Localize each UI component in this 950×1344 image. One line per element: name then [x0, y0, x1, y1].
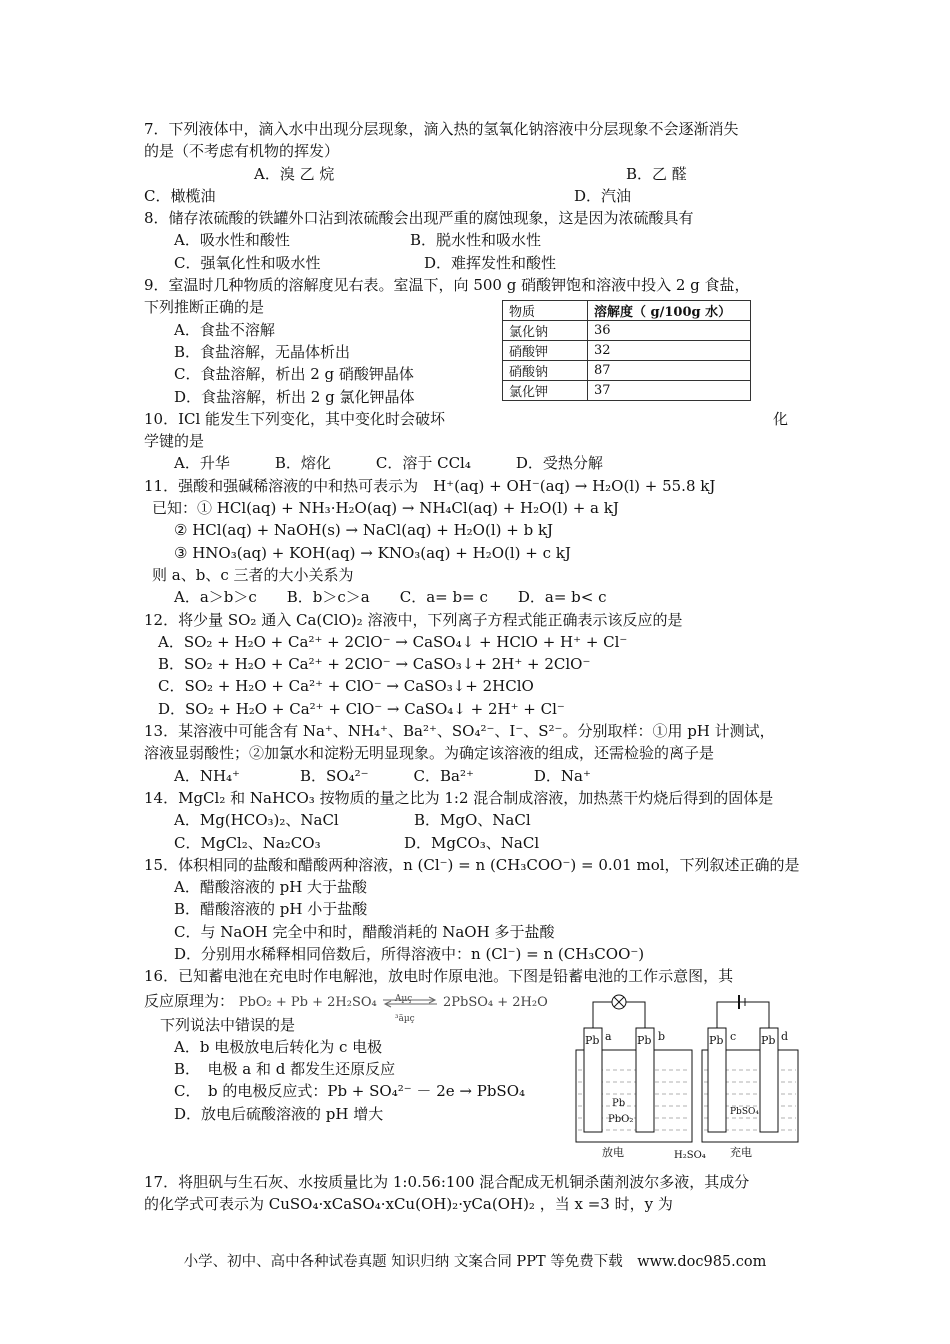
q16-ask: 下列说法中错误的是 — [160, 1015, 296, 1034]
q10-stem-1 — [144, 408, 814, 430]
page-footer: 小学、初中、高中各种试卷真题 知识归纳 文案合同 PPT 等免费下载 www.doc985.com — [183, 1254, 767, 1270]
q16-stem-2-label: 反应原理为： — [144, 991, 235, 1010]
q7-options-cd — [144, 185, 814, 207]
table-cell: 32 — [588, 341, 751, 361]
label-c: c — [730, 1030, 737, 1043]
q9-option-a: A．食盐不溶解 — [174, 320, 275, 339]
inner-pbo2-label: PbO₂ — [608, 1114, 634, 1125]
q16-option-a: A．b 电极放电后转化为 c 电极 — [174, 1037, 383, 1056]
label-d: d — [781, 1030, 789, 1043]
table-cell: 硝酸钠 — [503, 361, 588, 381]
q12-option-c: C．SO₂ + H₂O + Ca²⁺ + ClO⁻ → CaSO₃↓+ 2HClO — [158, 677, 534, 696]
q14-option-a: A．Mg(HCO₃)₂、NaCl — [174, 811, 339, 830]
q16-stem-1: 16．已知蓄电池在充电时作电解池，放电时作原电池。下图是铅蓄电池的工作示意图，其 — [144, 967, 734, 986]
q8-options-cd — [144, 252, 814, 274]
q9-stem-2: 下列推断正确的是 — [144, 298, 265, 317]
h2so4-label: H₂SO₄ — [674, 1150, 706, 1161]
q13-stem-2: 溶液显弱酸性；②加氯水和淀粉无明显现象。为确定该溶液的组成，还需检验的离子是 — [144, 744, 715, 763]
q8-options-ab — [144, 229, 814, 251]
q7-option-b: B．乙 醛 — [626, 164, 687, 183]
q7-options-ab — [144, 163, 814, 185]
charge-label: 充电 — [730, 1146, 752, 1159]
q7-option-a: A．溴 乙 烷 — [254, 164, 335, 183]
table-cell: 硝酸钾 — [503, 341, 588, 361]
q14-option-b: B．MgO、NaCl — [414, 811, 531, 830]
q12-option-a: A．SO₂ + H₂O + Ca²⁺ + 2ClO⁻ → CaSO₄↓ + HClO + H⁺ + Cl⁻ — [158, 632, 628, 651]
q16-equation — [238, 994, 548, 1025]
q9-stem-1: 9．室温时几种物质的溶解度见右表。室温下，向 500 g 硝酸钾饱和溶液中投入 2 g 食盐， — [144, 276, 750, 295]
q7-option-c: C．橄榄油 — [144, 186, 216, 205]
q10-options: A．升华 B．熔化 C．溶于 CCl₄ D．受热分解 — [174, 454, 603, 473]
q12-option-d: D．SO₂ + H₂O + Ca²⁺ + ClO⁻ → CaSO₄↓ + 2H⁺ + Cl⁻ — [158, 699, 565, 718]
q17-stem-2: 的化学式可表示为 CuSO₄·xCaSO₄·xCu(OH)₂·yCa(OH)₂ ，当 x =3 时，y 为 — [144, 1195, 673, 1214]
q16-option-b: B． 电极 a 和 d 都发生还原反应 — [174, 1060, 396, 1079]
q10-stem-2: 学键的是 — [144, 432, 205, 451]
q15-stem: 15．体积相同的盐酸和醋酸两种溶液，n (Cl⁻) = n (CH₃COO⁻) = 0.01 mol，下列叙述正确的是 — [144, 855, 800, 874]
table-header-cell: 物质 — [503, 301, 588, 321]
q8-option-d: D．难挥发性和酸性 — [424, 253, 557, 272]
q7-stem-1: 7．下列液体中，滴入水中出现分层现象，滴入热的氢氧化钠溶液中分层现象不会逐渐消失 — [144, 120, 739, 138]
q15-option-b: B．醋酸溶液的 pH 小于盐酸 — [174, 900, 368, 919]
table-row — [503, 321, 751, 341]
inner-pbso4-label: PbSO₄ — [730, 1107, 759, 1117]
table-row — [503, 361, 751, 381]
discharge-label: 放电 — [602, 1146, 624, 1159]
label-a: a — [605, 1030, 612, 1043]
table-cell: 37 — [588, 381, 751, 401]
q7-stem-2: 的是（不考虑有机物的挥发） — [144, 142, 340, 161]
table-header-cell: 溶解度（ g/100g 水） — [588, 301, 751, 321]
q8-option-c: C．强氧化性和吸水性 — [174, 253, 321, 272]
solubility-table — [502, 300, 751, 401]
q7-option-d: D．汽油 — [574, 186, 632, 205]
q11-known-1: 已知：① HCl(aq) + NH₃·H₂O(aq) → NH₄Cl(aq) + H₂O(l) + a kJ — [152, 499, 619, 518]
table-cell: 氯化钾 — [503, 381, 588, 401]
table-row — [503, 341, 751, 361]
q8-option-b: B．脱水性和吸水性 — [410, 231, 542, 250]
lead-battery-diagram — [572, 990, 802, 1165]
q15-option-c: C．与 NaOH 完全中和时，醋酸消耗的 NaOH 多于盐酸 — [174, 922, 555, 941]
inner-pb-label: Pb — [612, 1098, 626, 1109]
electrode-b-pb: Pb — [637, 1034, 652, 1047]
q16-eq-right: 2PbSO₄ + 2H₂O — [443, 994, 548, 1010]
q13-stem-1: 13．某溶液中可能含有 Na⁺、NH₄⁺、Ba²⁺、SO₄²⁻、I⁻、S²⁻。分别取样：①用 pH 计测试， — [144, 722, 775, 741]
q11-stem: 11．强酸和强碱稀溶液的中和热可表示为 H⁺(aq) + OH⁻(aq) → H₂O(l) + 55.8 kJ — [144, 476, 716, 495]
q11-known-3: ③ HNO₃(aq) + KOH(aq) → KNO₃(aq) + H₂O(l) + c kJ — [174, 543, 571, 562]
q17-stem-1: 17．将胆矾与生石灰、水按质量比为 1:0.56:100 混合配成无机铜杀菌剂波尔多液，其成分 — [144, 1173, 750, 1192]
q16-eq-bottom: ³äµç — [394, 1014, 415, 1025]
q11-ask: 则 a、b、c 三者的大小关系为 — [152, 565, 354, 584]
q16-eq-arrow — [381, 992, 439, 1025]
q11-options: A．a＞b＞c B．b＞c＞a C．a= b= c D．a= b< c — [174, 588, 607, 607]
table-cell: 36 — [588, 321, 751, 341]
electrode-d-pb: Pb — [761, 1034, 776, 1047]
electrode-a-pb: Pb — [585, 1034, 600, 1047]
q8-option-a: A．吸水性和酸性 — [174, 231, 290, 250]
q14-option-c: C．MgCl₂、Na₂CO₃ — [174, 833, 321, 852]
q15-option-d: D．分别用水稀释相同倍数后，所得溶液中：n (Cl⁻) = n (CH₃COO⁻) — [174, 944, 645, 963]
q9-option-c: C．食盐溶解，析出 2 g 硝酸钾晶体 — [174, 365, 414, 384]
table-row — [503, 381, 751, 401]
q12-option-b: B．SO₂ + H₂O + Ca²⁺ + 2ClO⁻ → CaSO₃↓+ 2H⁺ + 2ClO⁻ — [158, 655, 591, 674]
q16-eq-left: PbO₂ + Pb + 2H₂SO₄ — [238, 994, 377, 1010]
q11-known-2: ② HCl(aq) + NaOH(s) → NaCl(aq) + H₂O(l) + b kJ — [174, 521, 554, 540]
label-b: b — [658, 1030, 666, 1043]
q16-option-c: C． b 的电极反应式：Pb + SO₄²⁻ － 2e → PbSO₄ — [174, 1082, 526, 1101]
table-header-row — [503, 301, 751, 321]
table-cell: 氯化钠 — [503, 321, 588, 341]
q14-stem: 14．MgCl₂ 和 NaHCO₃ 按物质的量之比为 1:2 混合制成溶液，加热蒸干灼烧后得到的固体是 — [144, 788, 774, 807]
q16-option-d: D．放电后硫酸溶液的 pH 增大 — [174, 1104, 384, 1123]
q10-stem-1-left: 10．ICl 能发生下列变化，其中变化时会破坏 — [144, 409, 446, 428]
electrode-c-pb: Pb — [709, 1034, 724, 1047]
q13-options: A．NH₄⁺ B．SO₄²⁻ C．Ba²⁺ D．Na⁺ — [174, 766, 591, 785]
q9-option-b: B．食盐溶解，无晶体析出 — [174, 342, 351, 361]
q10-stem-1-right: 化 — [772, 409, 788, 428]
q9-option-d: D．食盐溶解，析出 2 g 氯化钾晶体 — [174, 387, 415, 406]
q16-eq-top: Aµç — [394, 994, 413, 1005]
q15-option-a: A．醋酸溶液的 pH 大于盐酸 — [174, 878, 368, 897]
q8-stem: 8．储存浓硫酸的铁罐外口沾到浓硫酸会出现严重的腐蚀现象，这是因为浓硫酸具有 — [144, 209, 694, 228]
q14-options-cd — [144, 832, 814, 854]
table-cell: 87 — [588, 361, 751, 381]
q14-options-ab — [144, 809, 814, 831]
q12-stem: 12．将少量 SO₂ 通入 Ca(ClO)₂ 溶液中，下列离子方程式能正确表示该反应的是 — [144, 610, 683, 629]
q14-option-d: D．MgCO₃、NaCl — [404, 833, 540, 852]
